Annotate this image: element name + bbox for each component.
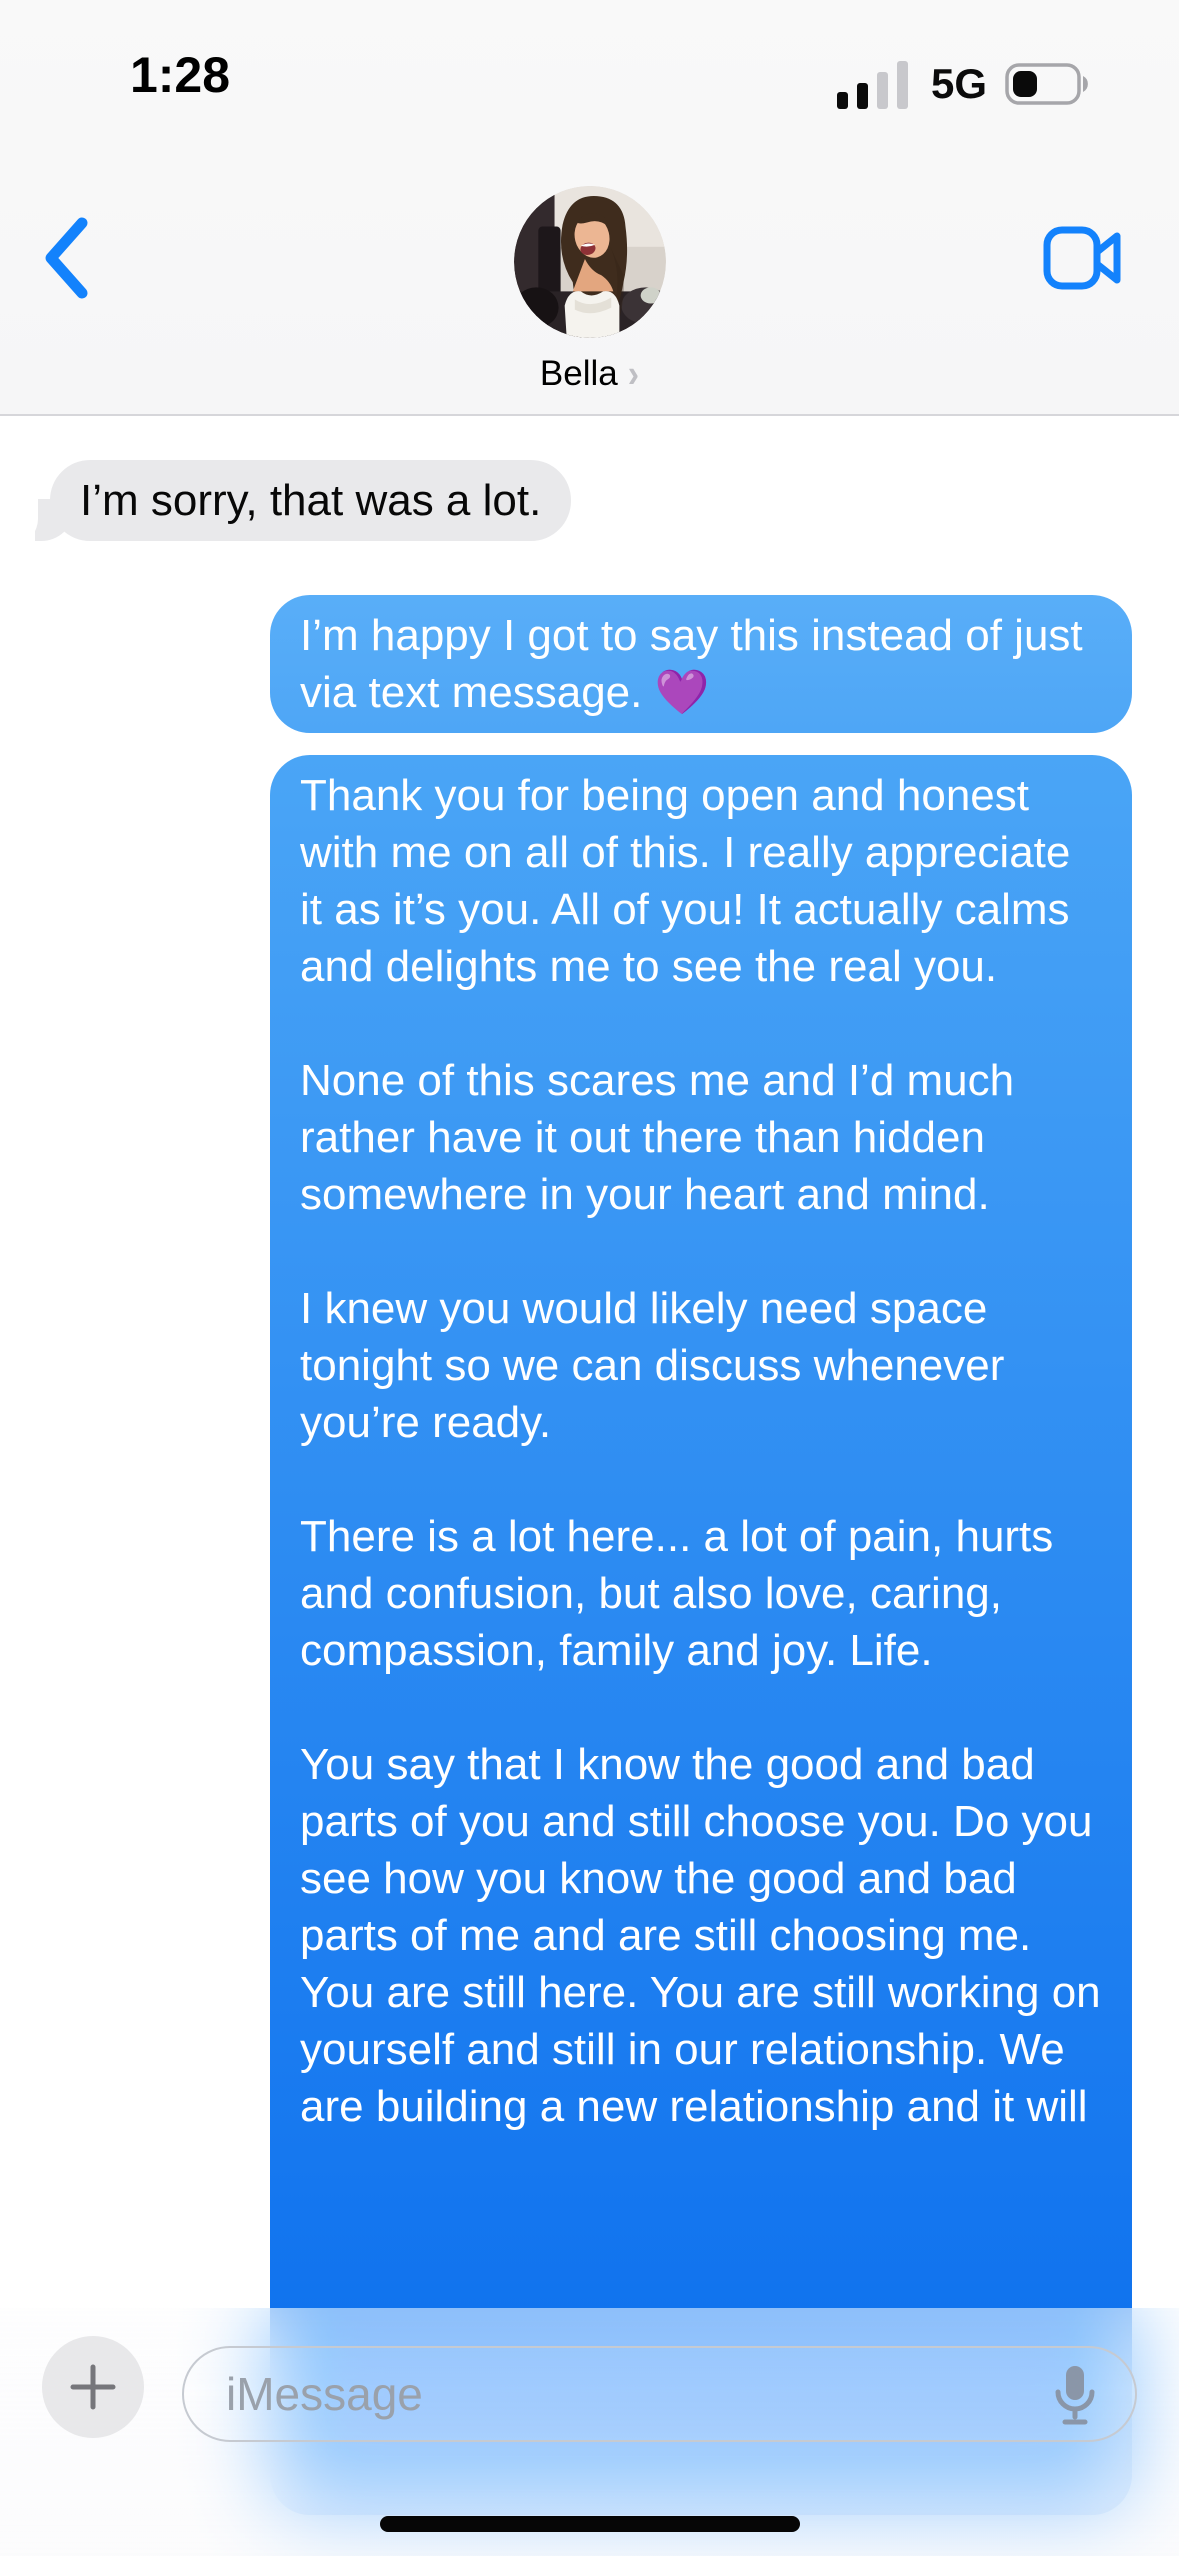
add-attachment-button[interactable] [42, 2336, 144, 2438]
battery-icon [1005, 63, 1091, 105]
contact-button[interactable] [0, 186, 1179, 394]
message-paragraph: None of this scares me and I’d much rather have it out there than hidden somewhere in your heart and mind. [300, 1056, 1015, 1219]
message-paragraph: You say that I know the good and bad parts of you and still choose you. Do you see how you know the good and bad parts of me and are still choosing me. You are still here. You are still working on yourself and still in our relationship. We are building a new relationship and it will [300, 1740, 1101, 2131]
conversation-header [0, 0, 1179, 416]
status-bar [0, 0, 1179, 130]
message-text: I’m sorry, that was a lot. [80, 476, 542, 525]
home-indicator[interactable] [380, 2516, 800, 2532]
chevron-right-icon: › [627, 351, 640, 396]
message-list [0, 414, 1179, 2556]
cellular-signal-icon [837, 59, 913, 109]
plus-icon [67, 2361, 119, 2413]
video-camera-icon [1043, 225, 1125, 291]
facetime-button[interactable] [1041, 222, 1127, 294]
status-time: 1:28 [129, 47, 231, 103]
mic-icon [1050, 2364, 1100, 2428]
message-paragraph: Thank you for being open and honest with me on all of this. I really appreciate it as it’s you. All of you! It actually calms and delights me to see the real you. [300, 771, 1071, 991]
message-input[interactable] [184, 2348, 1135, 2440]
message-bubble-sent[interactable] [270, 755, 1132, 2515]
network-type-label: 5G [930, 60, 987, 107]
message-input-field [182, 2346, 1137, 2442]
avatar [514, 186, 666, 338]
message-paragraph: I knew you would likely need space tonight so we can discuss whenever you’re ready. [300, 1284, 1005, 1447]
message-bubble-sent[interactable] [270, 595, 1132, 733]
status-icons [837, 58, 1091, 110]
message-text: I’m happy I got to say this instead of just via text message. [300, 611, 1083, 717]
message-bubble-received[interactable] [50, 460, 571, 541]
dictation-button[interactable] [1043, 2362, 1107, 2430]
message-paragraph: There is a lot here... a lot of pain, hurts and confusion, but also love, caring, compassion, family and joy. Life. [300, 1512, 1054, 1675]
contact-name: Bella [539, 354, 618, 393]
purple-heart-emoji: 💜 [654, 668, 710, 717]
contact-name-row [539, 351, 640, 396]
